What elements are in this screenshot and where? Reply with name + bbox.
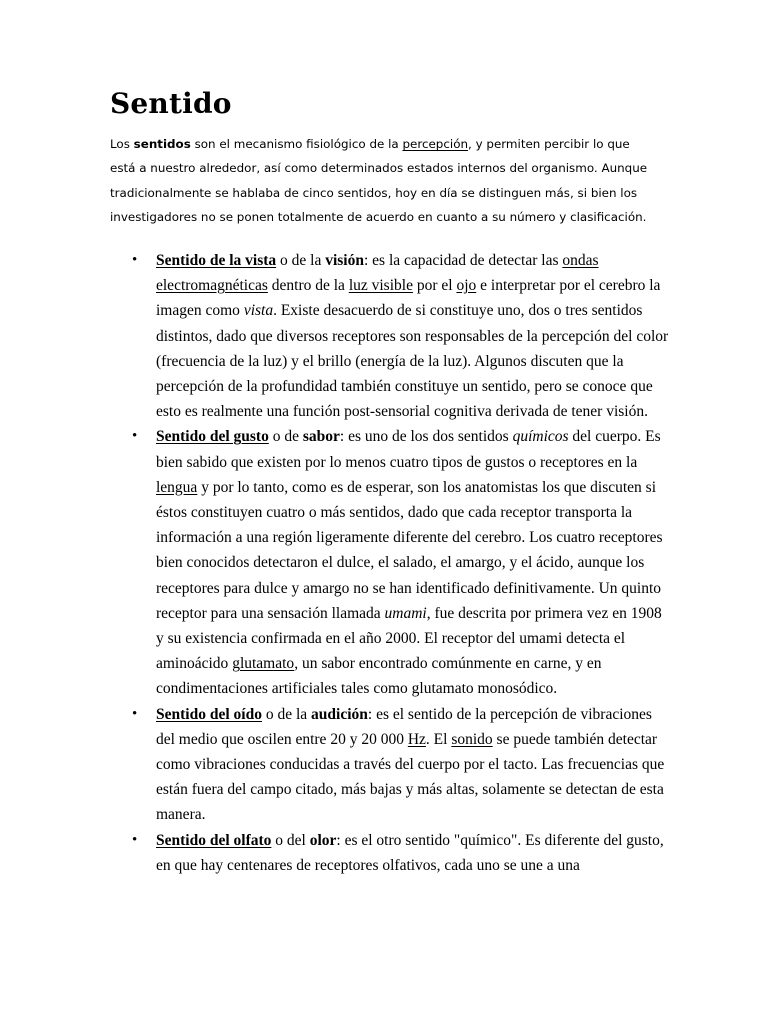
text-run: o del xyxy=(271,831,310,849)
list-item xyxy=(132,424,670,701)
text-run: , y permiten percibir lo que está a nuestro alrededor, así como determinados estados internos del organismo. Aunque tradicionalmente se hablaba de cinco sentidos, hoy en día se distinguen más, si bien los investigadores no se ponen totalmente de acuerdo en cuanto a su número y clasificación. xyxy=(110,137,648,224)
text-run: , fue descrita por primera vez en 1908 y su existencia confirmada en el año 2000. El receptor del umami detecta el aminoácido xyxy=(156,604,662,673)
text-run: . El xyxy=(425,730,452,748)
link[interactable]: Sentido del gusto xyxy=(156,428,269,446)
italic-text: vista xyxy=(243,302,274,320)
text-run: : es el sentido de la percepción de vibraciones del medio que oscilen entre 20 y 20 000 xyxy=(156,705,652,748)
text-run: , un sabor encontrado comúnmente en carne, y en condimentaciones artificiales tales como glutamato monosódico. xyxy=(156,655,602,698)
bullet-icon: • xyxy=(132,831,138,848)
text-run: e interpretar por el cerebro la imagen como xyxy=(156,277,661,320)
bullet-icon: • xyxy=(132,705,138,722)
bold-text: sentidos xyxy=(133,137,191,151)
link[interactable]: Sentido de la vista xyxy=(156,252,277,269)
bold-text: audición xyxy=(311,705,368,723)
link[interactable]: Sentido del olfato xyxy=(156,831,272,849)
list-item xyxy=(132,702,670,828)
bullet-icon: • xyxy=(132,252,138,268)
intro-paragraph xyxy=(110,132,650,229)
text-run: o de la xyxy=(276,252,326,269)
text-run: por el xyxy=(412,277,457,295)
link[interactable]: Hz xyxy=(407,730,426,748)
bold-text: visión xyxy=(325,252,364,269)
list-item xyxy=(132,248,670,424)
italic-text: químicos xyxy=(512,428,569,446)
text-run: se puede también detectar como vibraciones conducidas a través del cuerpo por el tacto. Las frecuencias que están fuera del campo citado, más bajas y más altas, solamente se detectan de esta manera. xyxy=(156,730,665,824)
link[interactable]: ondas electromagnéticas xyxy=(156,252,599,295)
senses-list xyxy=(0,248,670,878)
link[interactable]: luz visible xyxy=(348,277,413,295)
link[interactable]: Sentido del oído xyxy=(156,705,262,723)
text-run: son el mecanismo fisiológico de la xyxy=(190,137,403,151)
link[interactable]: glutamato xyxy=(232,655,295,673)
text-run: y por lo tanto, como es de esperar, son los anatomistas los que discuten si éstos constituyen cuatro o más sentidos, dado que cada receptor transporta la información a una región ligeramente diferente del cerebro. Los cuatro receptores bien conocidos detectaron el dulce, el salado, el amargo, y el ácido, aunque los receptores para dulce y amargo no se han identificado definitivamente. Un quinto receptor para una sensación llamada xyxy=(156,478,663,622)
link[interactable]: ojo xyxy=(456,277,477,295)
list-item xyxy=(132,828,670,878)
page-title: Sentido xyxy=(110,87,232,120)
bold-text: sabor xyxy=(302,428,340,446)
bold-text: olor xyxy=(309,831,337,849)
text-run: Los xyxy=(110,137,134,151)
text-run: : es la capacidad de detectar las xyxy=(363,252,563,269)
text-run: o de la xyxy=(261,705,312,723)
text-run: : es uno de los dos sentidos xyxy=(339,428,513,446)
text-run: . Existe desacuerdo de si constituye uno, dos o tres sentidos distintos, dado que diversos receptores son responsables de la percepción del color (frecuencia de la luz) y el brillo (energía de la luz). Algunos discuten que la percepción de la profundidad también constituye un sentido, pero se conoce que esto es realmente una función post-sensorial cognitiva derivada de tener visión. xyxy=(156,302,669,421)
bullet-icon: • xyxy=(132,428,138,445)
text-run: o de xyxy=(268,428,303,446)
link[interactable]: sonido xyxy=(451,730,493,748)
italic-text: umami xyxy=(384,604,427,622)
link[interactable]: lengua xyxy=(156,478,198,496)
text-run: dentro de la xyxy=(267,277,349,295)
link[interactable]: percepción xyxy=(402,137,469,151)
text-run: del cuerpo. Es bien sabido que existen por lo menos cuatro tipos de gustos o receptores en la xyxy=(156,428,661,471)
text-run: : es el otro sentido "químico". Es diferente del gusto, en que hay centenares de receptores olfativos, cada uno se une a una xyxy=(156,831,664,874)
